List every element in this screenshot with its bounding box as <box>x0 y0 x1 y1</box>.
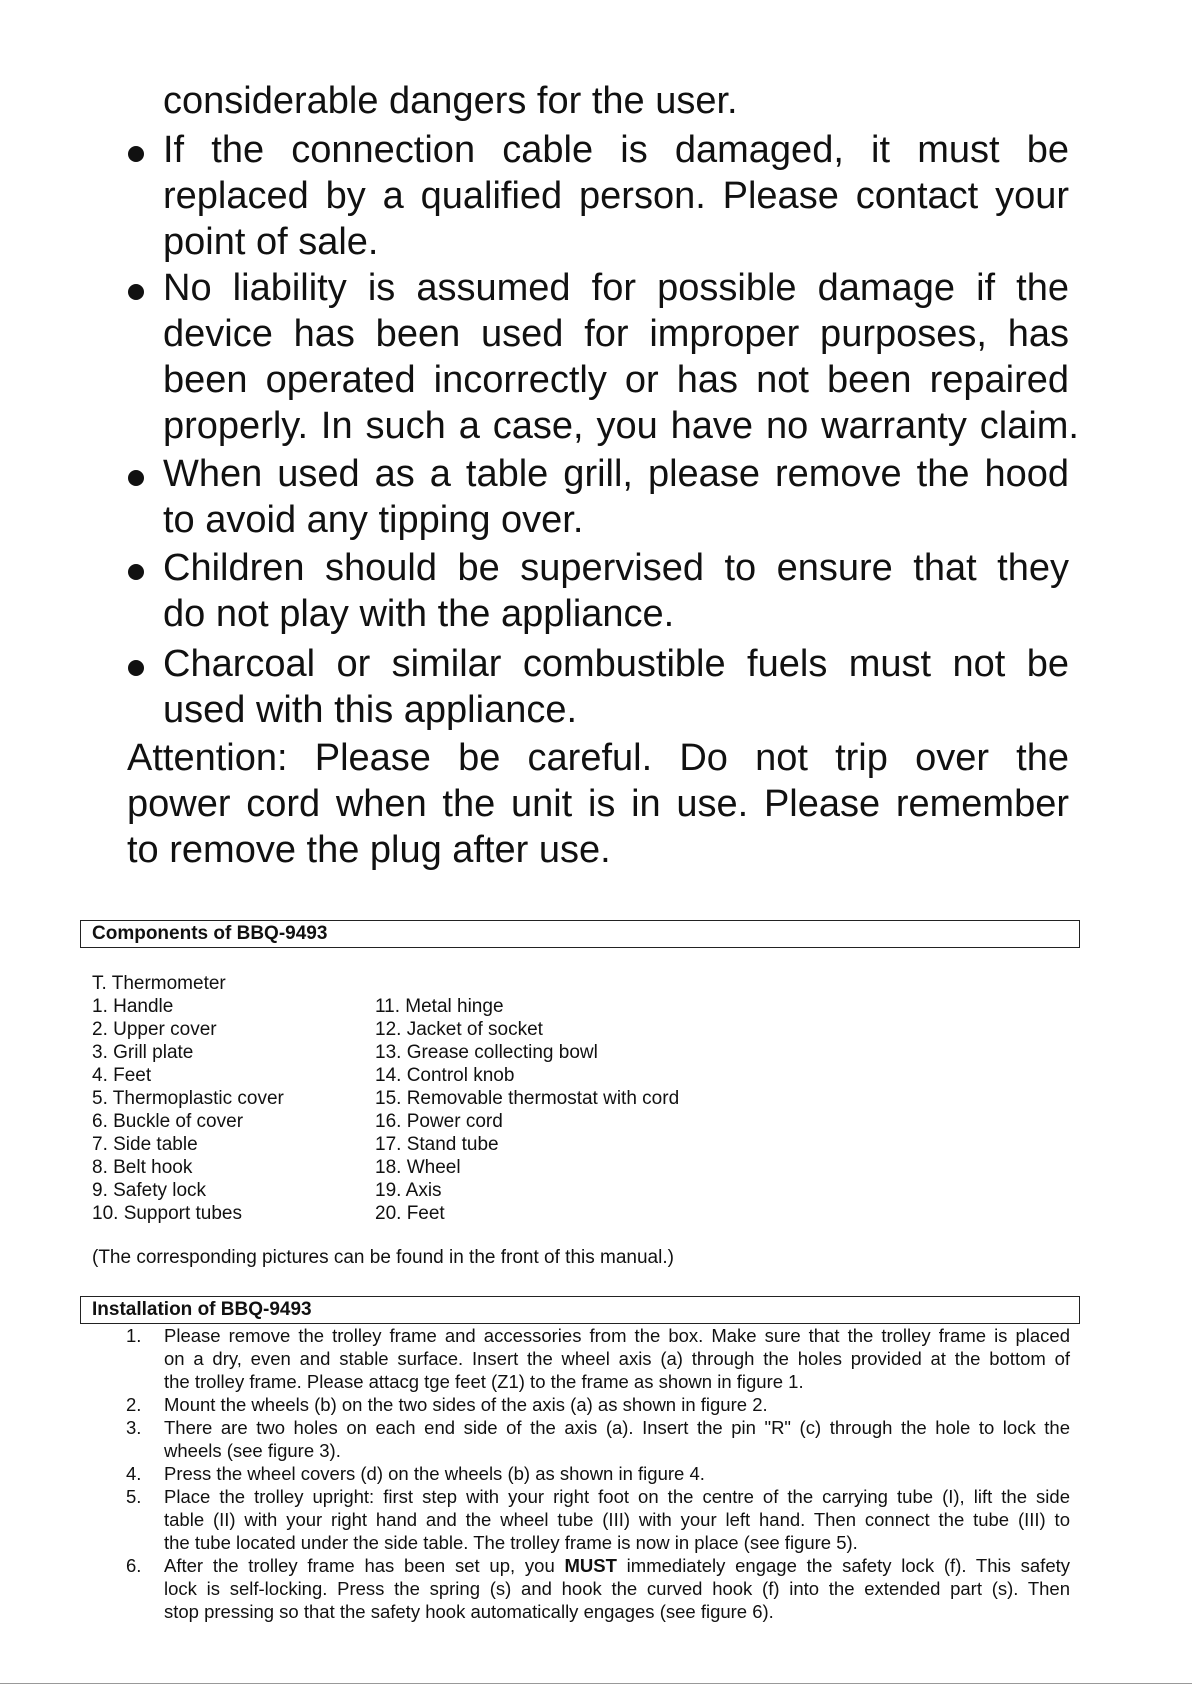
attention-line-2: power cord when the unit is in use. Please remember <box>127 783 1069 825</box>
list-item: 19. Axis <box>375 1180 442 1201</box>
step-6-emphasis: MUST <box>564 1555 617 1576</box>
step-1-line-1: Please remove the trolley frame and accessories from the box. Make sure that the trolley frame is placed <box>164 1325 1070 1346</box>
list-item: 10. Support tubes <box>92 1203 242 1224</box>
step-number: 4. <box>126 1463 142 1484</box>
step-6-line-1 <box>164 1554 1070 1577</box>
list-item: 1. Handle <box>92 996 174 1017</box>
bullet-1-line-1: If the connection cable is damaged, it must be <box>163 129 1069 171</box>
list-item: 14. Control knob <box>375 1065 515 1086</box>
list-item: 5. Thermoplastic cover <box>92 1088 284 1109</box>
bullet-4-line-1: Children should be supervised to ensure that they <box>163 547 1069 589</box>
installation-header: Installation of BBQ-9493 <box>80 1296 1080 1324</box>
step-6-line-2: lock is self-locking. Press the spring (s) and hook the curved hook (f) into the extended part (s). Then <box>164 1578 1070 1599</box>
list-item: 12. Jacket of socket <box>375 1019 543 1040</box>
step-5-line-2: table (II) with your right hand and the wheel tube (III) with your left hand. Then connect the tube (III) to <box>164 1509 1070 1530</box>
step-2-line-1: Mount the wheels (b) on the two sides of the axis (a) as shown in figure 2. <box>164 1394 768 1415</box>
bullet-2-line-3: been operated incorrectly or has not been repaired <box>163 359 1069 401</box>
component-thermometer: T. Thermometer <box>92 973 226 994</box>
list-item: 16. Power cord <box>375 1111 503 1132</box>
step-4-line-1: Press the wheel covers (d) on the wheels (b) as shown in figure 4. <box>164 1463 705 1484</box>
step-1-line-3: the trolley frame. Please attacg tge feet (Z1) to the frame as shown in figure 1. <box>164 1371 804 1392</box>
step-number: 6. <box>126 1555 142 1576</box>
list-item: 17. Stand tube <box>375 1134 499 1155</box>
bullet-dot <box>128 660 144 676</box>
bullet-dot <box>128 284 144 300</box>
step-3-line-2: wheels (see figure 3). <box>164 1440 341 1461</box>
step-3-line-1: There are two holes on each end side of the axis (a). Insert the pin "R" (c) through the hole to lock the <box>164 1417 1070 1438</box>
step-6-line-3: stop pressing so that the safety hook automatically engages (see figure 6). <box>164 1601 774 1622</box>
list-item: 11. Metal hinge <box>375 996 504 1017</box>
bullet-2-line-2: device has been used for improper purposes, has <box>163 313 1069 355</box>
list-item: 7. Side table <box>92 1134 198 1155</box>
step-number: 1. <box>126 1325 142 1346</box>
bullet-3-line-2: to avoid any tipping over. <box>163 499 584 541</box>
bullet-5-line-1: Charcoal or similar combustible fuels must not be <box>163 643 1069 685</box>
step-6-text-pre: After the trolley frame has been set up, you <box>164 1555 565 1576</box>
page-bottom-rule <box>0 1683 1192 1684</box>
bullet-1-line-2: replaced by a qualified person. Please contact your <box>163 175 1069 217</box>
step-5-line-1: Place the trolley upright: first step with your right foot on the centre of the carrying tube (I), lift the side <box>164 1486 1070 1507</box>
list-item: 2. Upper cover <box>92 1019 217 1040</box>
list-item: 6. Buckle of cover <box>92 1111 244 1132</box>
step-1-line-2: on a dry, even and stable surface. Insert the wheel axis (a) through the holes provided at the bottom of <box>164 1348 1070 1369</box>
attention-line-3: to remove the plug after use. <box>127 829 611 871</box>
step-number: 3. <box>126 1417 142 1438</box>
bullet-4-line-2: do not play with the appliance. <box>163 593 675 635</box>
list-item: 9. Safety lock <box>92 1180 207 1201</box>
bullet-1-line-3: point of sale. <box>163 221 379 263</box>
step-6-text-post: immediately engage the safety lock (f). This safety <box>616 1555 1070 1576</box>
list-item: 3. Grill plate <box>92 1042 194 1063</box>
list-item: 20. Feet <box>375 1203 445 1224</box>
bullet-5-line-2: used with this appliance. <box>163 689 578 731</box>
bullet-dot <box>128 146 144 162</box>
bullet-3-line-1: When used as a table grill, please remove the hood <box>163 453 1069 495</box>
step-number: 2. <box>126 1394 142 1415</box>
components-note: (The corresponding pictures can be found in the front of this manual.) <box>92 1247 674 1268</box>
bullet-dot <box>128 564 144 580</box>
list-item: 15. Removable thermostat with cord <box>375 1088 680 1109</box>
attention-line-1: Attention: Please be careful. Do not trip over the <box>127 737 1069 779</box>
list-item: 4. Feet <box>92 1065 152 1086</box>
components-header: Components of BBQ-9493 <box>80 920 1080 948</box>
bullet-dot <box>128 470 144 486</box>
list-item: 18. Wheel <box>375 1157 461 1178</box>
bullet-2-line-1: No liability is assumed for possible damage if the <box>163 267 1069 309</box>
list-item: 13. Grease collecting bowl <box>375 1042 598 1063</box>
safety-continuation: considerable dangers for the user. <box>163 80 738 122</box>
list-item: 8. Belt hook <box>92 1157 193 1178</box>
bullet-2-line-4: properly. In such a case, you have no warranty claim. <box>163 405 1079 447</box>
step-5-line-3: the tube located under the side table. The trolley frame is now in place (see figure 5). <box>164 1532 858 1553</box>
step-number: 5. <box>126 1486 142 1507</box>
